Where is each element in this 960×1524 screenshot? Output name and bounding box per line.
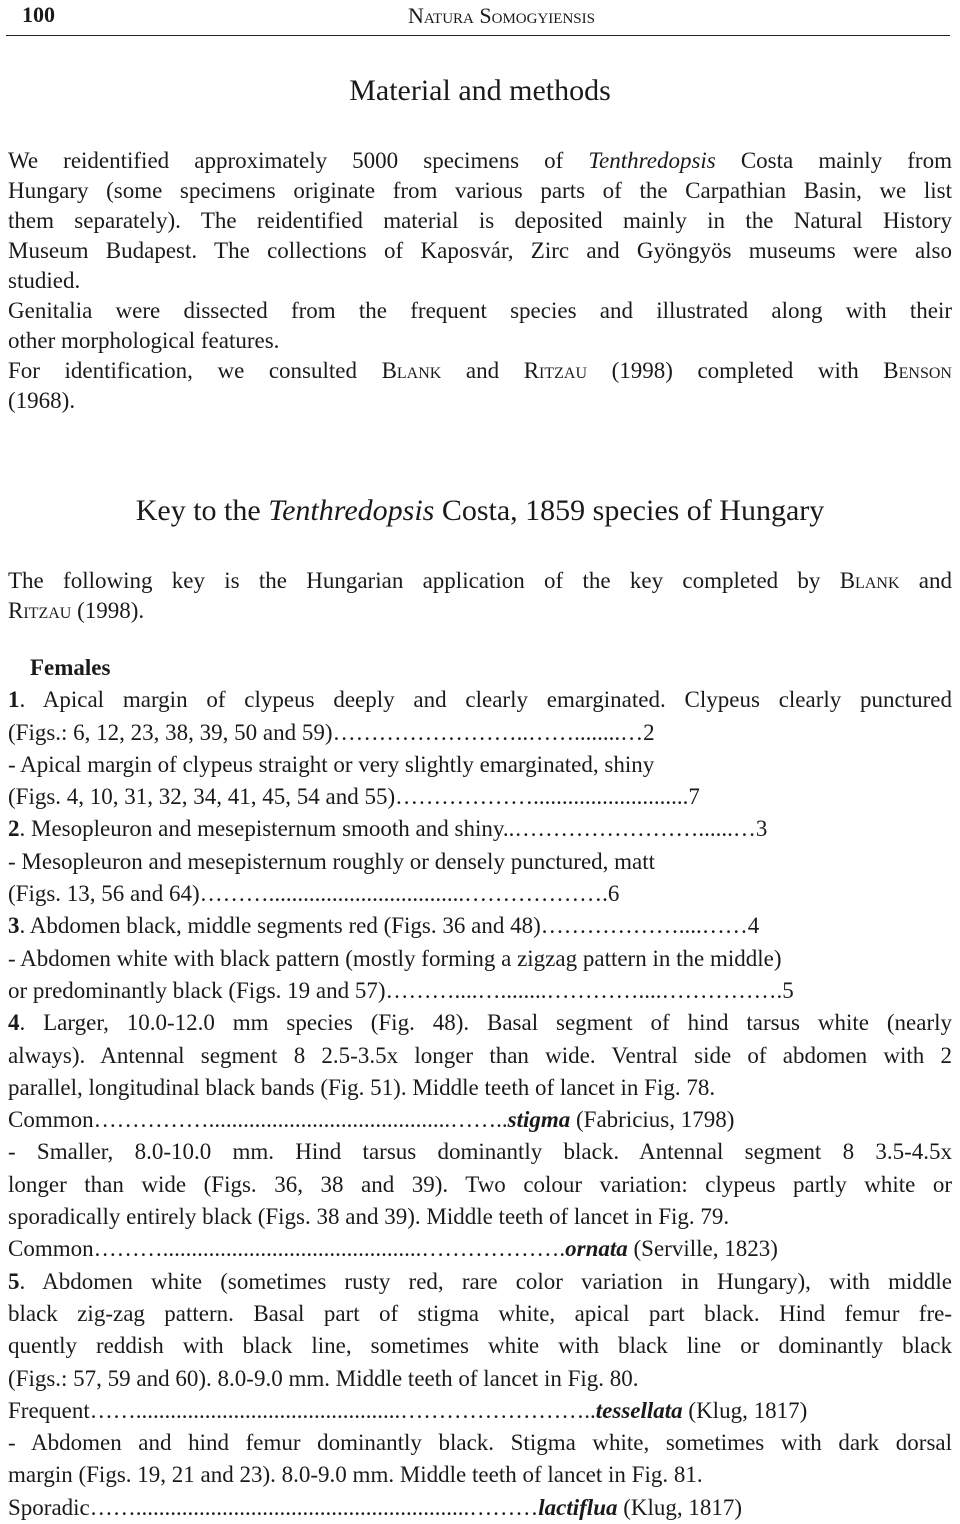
author-ritzau: Ritzau xyxy=(523,358,588,383)
author-blank: Blank xyxy=(381,358,442,383)
text-line: (1968). xyxy=(8,388,76,413)
couplet-4b-line: longer than wide (Figs. 36, 38 and 39). Two colour variation: clypeus partly white or xyxy=(8,1171,952,1197)
couplet-5-line: (Figs.: 57, 59 and 60). 8.0-9.0 mm. Middle teeth of lancet in Fig. 80. xyxy=(8,1365,639,1391)
couplet-3b: - Abdomen white with black pattern (mostly forming a zigzag pattern in the middle) xyxy=(8,945,782,971)
couplet-4: 4. Larger, 10.0-12.0 mm species (Fig. 48). Basal segment of hind tarsus white (nearly xyxy=(8,1010,952,1036)
material-paragraph-3 xyxy=(8,356,952,416)
text-line: The following key is the Hungarian application of the key completed by Blank and xyxy=(8,568,952,593)
genus-name: Tenthredopsis xyxy=(268,494,435,527)
text-line: studied. xyxy=(8,268,81,293)
species-name: ornata xyxy=(565,1236,628,1262)
couplet-5: 5. Abdomen white (sometimes rusty red, rare color variation in Hungary), with middle xyxy=(8,1268,952,1294)
page-number: 100 xyxy=(22,2,55,27)
couplet-5b-species: Sporadic……..........................................................………lactiflua (Klug, 1817) xyxy=(8,1494,743,1520)
key-heading: Key to the Tenthredopsis Costa, 1859 species of Hungary xyxy=(135,494,825,527)
text-line: Genitalia were dissected from the frequent species and illustrated along with their xyxy=(8,298,952,323)
text-line: Museum Budapest. The collections of Kaposvár, Zirc and Gyöngyös museums were also xyxy=(8,238,952,263)
author-ritzau: Ritzau xyxy=(8,598,72,623)
header-rule xyxy=(6,35,950,36)
couplet-3: 3. Abdomen black, middle segments red (Figs. 36 and 48)………………....……4 xyxy=(8,913,760,939)
couplet-1-lead: (Figs.: 6, 12, 23, 38, 39, 50 and 59)……………………..……........…2 xyxy=(8,719,655,745)
couplet-4b-species: Common……….............................................……………….ornata (Serville, 1823) xyxy=(8,1236,778,1262)
couplet-5-line: black zig-zag pattern. Basal part of stigma white, apical part black. Hind femur fre- xyxy=(8,1300,952,1326)
couplet-2b-lead: (Figs. 13, 56 and 64)………..................................……………….6 xyxy=(8,881,620,907)
page-header xyxy=(6,0,954,34)
material-methods-heading: Material and methods xyxy=(349,74,611,107)
text-line: We reidentified approximately 5000 specimens of Tenthredopsis Costa mainly from xyxy=(8,148,952,173)
text-line: other morphological features. xyxy=(8,328,280,353)
species-name: tessellata xyxy=(595,1397,683,1423)
author-benson: Benson xyxy=(883,358,952,383)
couplet-4b-line: sporadically entirely black (Figs. 38 and 39). Middle teeth of lancet in Fig. 79. xyxy=(8,1204,730,1230)
identification-key xyxy=(8,652,952,1524)
couplet-5-species: Frequent……..............................................……………………..tessellata (Klug, 1817) xyxy=(8,1397,808,1423)
species-name: stigma xyxy=(507,1107,571,1133)
couplet-ref: 5 xyxy=(782,977,794,1003)
couplet-2: 2. Mesopleuron and mesepisternum smooth and shiny..……………………......…3 xyxy=(8,816,768,842)
couplet-1b: - Apical margin of clypeus straight or very slightly emarginated, shiny xyxy=(8,751,655,777)
material-paragraph-2 xyxy=(8,296,952,356)
couplet-ref: 7 xyxy=(688,784,700,810)
couplet-ref: 4 xyxy=(747,913,760,939)
couplet-ref: 2 xyxy=(643,719,655,745)
journal-title: Natura Somogyiensis xyxy=(408,3,595,28)
couplet-4-line: parallel, longitudinal black bands (Fig. 51). Middle teeth of lancet in Fig. 78. xyxy=(8,1074,716,1100)
couplet-4b: - Smaller, 8.0-10.0 mm. Hind tarsus dominantly black. Antennal segment 8 3.5-4.5x xyxy=(8,1139,952,1165)
text-line: Ritzau (1998). xyxy=(8,598,145,623)
couplet-4-species: Common……………..........................................……..stigma (Fabricius, 1798) xyxy=(8,1107,735,1133)
couplet-5b-line: margin (Figs. 19, 21 and 23). 8.0-9.0 mm. Middle teeth of lancet in Fig. 81. xyxy=(8,1462,703,1488)
species-name: lactiflua xyxy=(538,1494,618,1520)
females-heading: Females xyxy=(30,655,111,680)
couplet-3b-lead: or predominantly black (Figs. 19 and 57)………....…........…………....…………….5 xyxy=(8,977,794,1003)
couplet-5-line: quently reddish with black line, sometimes white with black line or dominantly black xyxy=(8,1333,952,1359)
couplet-ref: 6 xyxy=(607,881,620,907)
genus-name: Tenthredopsis xyxy=(588,148,716,173)
text-line: For identification, we consulted Blank and Ritzau (1998) completed with Benson xyxy=(8,358,952,383)
key-intro xyxy=(8,566,952,626)
couplet-2b: - Mesopleuron and mesepisternum roughly or densely punctured, matt xyxy=(8,848,656,874)
author-blank: Blank xyxy=(839,568,900,593)
couplet-ref: 3 xyxy=(755,816,768,842)
couplet-5b: - Abdomen and hind femur dominantly black. Stigma white, sometimes with dark dorsal xyxy=(8,1430,952,1456)
material-paragraph-1 xyxy=(8,146,952,296)
couplet-1: 1. Apical margin of clypeus deeply and clearly emarginated. Clypeus clearly punctured xyxy=(8,687,952,713)
couplet-4-line: always). Antennal segment 8 2.5-3.5x longer than wide. Ventral side of abdomen with 2 xyxy=(8,1042,952,1068)
text-line: Hungary (some specimens originate from various parts of the Carpathian Basin, we list xyxy=(8,178,952,203)
text-line: them separately). The reidentified material is deposited mainly in the Natural History xyxy=(8,208,952,233)
couplet-1b-lead: (Figs. 4, 10, 31, 32, 34, 41, 45, 54 and 55)………………...........................7 xyxy=(8,784,700,810)
